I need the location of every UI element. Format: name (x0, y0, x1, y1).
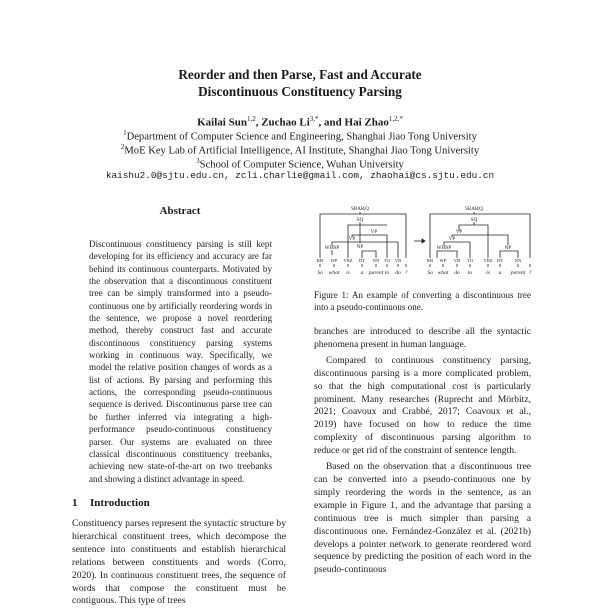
svg-text:do: do (454, 270, 460, 276)
figure-1-caption: Figure 1: An example of converting a discontinuous tree into a pseudo-continuous one. (314, 290, 531, 313)
svg-text:VP: VP (455, 230, 463, 235)
svg-text:.: . (405, 258, 407, 263)
affiliation-sup: 3 (196, 157, 200, 165)
svg-text:a: a (498, 270, 502, 276)
affiliation-text: School of Computer Science, Wuhan University (199, 159, 404, 171)
svg-text:parent: parent (368, 270, 384, 276)
svg-text:NN: NN (514, 258, 522, 263)
abstract-body: Discontinuous constituency parsing is still kept developing for its efficiency and accuracy are far behind its continuous counterparts. Motivated by the observation that a discontinuous constituent tree can be simply transformed into a pseudo-continuous one by artificially reordering words in the sentence, we propose a novel reordering method, thereby construct fast and accurate discontinuous constituency parsing systems working in continuous way. Specifically, we model the relative position changes of words as a list of actions. By parsing and performing this actions, the corresponding pseudo-continuous sequence is derived. Discontinuous parse tree can be further inferred via integrating a high-performance pseudo-continuous constituency parser. Our systems are evaluated on three classical discontinuous constituency treebanks, achieving new state-of-the-art on two treebanks and showing a distinct advantage in speed. (89, 239, 272, 484)
title-line-2: Discontinuous Constituency Parsing (198, 84, 402, 99)
author-name: Hai Zhao (344, 116, 389, 129)
author-separator: , and (318, 116, 345, 129)
svg-text:TO: TO (466, 258, 474, 263)
section-heading-introduction (72, 497, 150, 509)
svg-text:what: what (437, 270, 449, 276)
svg-text:parent: parent (510, 270, 526, 276)
svg-text:VB: VB (453, 258, 461, 263)
svg-text:a: a (360, 270, 364, 276)
svg-text:DT: DT (358, 258, 366, 263)
paragraph: Compared to continuous constituency parsing, discontinuous parsing is a more complicated problem, so that the high computational cost is particularly prominent. Many researches (Ruprecht and Mörbitz, 2021; Coavoux and Crabbé, 2017; Coavoux et al., 2019) have focused on how to reduce the time complexity of discontinuous parsing algorithm to reduce or get rid of the constraint of sentence length. (314, 354, 531, 457)
arrow-icon (414, 239, 425, 243)
affiliation-text: Department of Computer Science and Engineering, Shanghai Jiao Tong University (126, 131, 477, 143)
svg-text:?: ? (404, 270, 408, 276)
author-separator: , (255, 116, 262, 129)
left-tree (317, 207, 408, 276)
affiliation-sup: 1 (123, 129, 127, 137)
author-sup: 1,2 (246, 115, 256, 123)
svg-text:WHNP: WHNP (324, 246, 340, 251)
svg-text:?: ? (528, 270, 532, 276)
svg-text:SQ: SQ (470, 218, 478, 223)
svg-text:VB: VB (394, 258, 402, 263)
svg-text:VP: VP (448, 237, 456, 242)
svg-text:VP: VP (370, 230, 378, 235)
svg-text:VP: VP (348, 237, 356, 242)
svg-text:DT: DT (496, 258, 504, 263)
right-column-body (314, 326, 531, 577)
abstract-heading: Abstract (159, 205, 201, 217)
svg-text:So: So (317, 270, 323, 276)
figure-1-tree-diagram (312, 203, 536, 283)
svg-text:TO: TO (383, 258, 391, 263)
affiliation-text: MoE Key Lab of Artificial Intelligence, AI Institute, Shanghai Jiao Tong University (124, 145, 480, 157)
affiliation-sup: 2 (120, 143, 125, 151)
section-number: 1 (72, 497, 78, 509)
svg-text:So: So (427, 270, 433, 276)
title-line-1: Reorder and then Parse, Fast and Accurate (178, 67, 422, 82)
paper-title (0, 66, 600, 100)
svg-text:to: to (384, 270, 390, 276)
svg-text:WHNP: WHNP (436, 246, 452, 251)
svg-text:WP: WP (330, 258, 338, 263)
svg-text:is: is (486, 270, 490, 276)
svg-text:NP: NP (356, 245, 364, 250)
svg-text:what: what (328, 270, 340, 276)
author-sup: 3,* (309, 115, 319, 123)
svg-text:WP: WP (439, 258, 447, 263)
author-emails: kaishu2.0@sjtu.edu.cn, zcli.charlie@gmail.com, zhaohai@cs.sjtu.edu.cn (105, 170, 495, 181)
svg-text:is: is (346, 270, 350, 276)
right-tree (427, 207, 532, 276)
paragraph: Based on the observation that a discontinuous tree can be converted into a pseudo-continuous one by simply reordering the words in the sentence, as an example in Figure 1, and the advantage that parsing a continuous tree is much simpler than parsing a discontinuous one. Fernández-González et al. (2021b) develops a pointer network to generate reordered word sequence by predicting the position of each word in the pseudo-continuous (314, 461, 531, 576)
paragraph: Constituency parses represent the syntactic structure by hierarchical constituent trees, which decompose the sentence into constituents and establish hierarchical relations between constituents and words (Corro, 2020). In continuous constituent trees, the sequence of words that compose the constituent must be contiguous. This type of trees (72, 518, 286, 607)
svg-text:SQ: SQ (356, 218, 364, 223)
section-title: Introduction (90, 497, 150, 509)
svg-text:to: to (467, 270, 473, 276)
introduction-body (72, 518, 286, 608)
svg-text:RB: RB (316, 258, 324, 263)
author-sup: 1,2,* (388, 115, 403, 123)
svg-text:RB: RB (426, 258, 434, 263)
svg-text:.: . (529, 258, 531, 263)
svg-text:VBZ: VBZ (343, 258, 353, 263)
author-name: Kailai Sun (197, 116, 247, 129)
node-label: SBAR|Q (351, 207, 369, 212)
paragraph: branches are introduced to describe all the syntactic phenomena present in human language. (314, 326, 531, 350)
svg-text:NN: NN (372, 258, 380, 263)
author-name: Zuchao Li (261, 116, 310, 129)
svg-text:VBZ: VBZ (483, 258, 493, 263)
svg-text:NP: NP (504, 246, 512, 251)
svg-text:SBAR|Q: SBAR|Q (465, 207, 483, 212)
svg-text:do: do (395, 270, 401, 276)
